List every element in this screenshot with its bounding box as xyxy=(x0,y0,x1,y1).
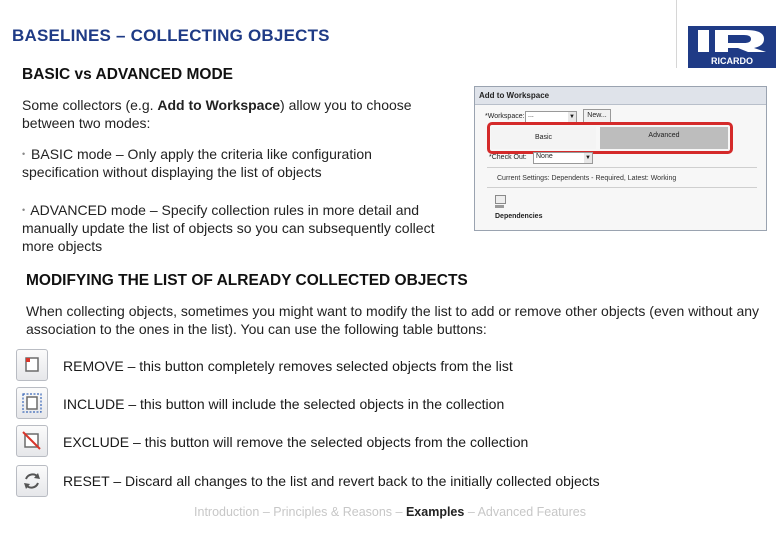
footer-navigation xyxy=(0,505,780,519)
header-divider xyxy=(676,0,677,68)
footer-link-examples[interactable]: Examples xyxy=(405,505,465,519)
remove-icon xyxy=(17,350,47,380)
intro-text: Some collectors (e.g. xyxy=(22,97,158,113)
checkout-value: None xyxy=(536,153,553,160)
exclude-button[interactable] xyxy=(16,425,48,457)
workspace-label: *Workspace: xyxy=(485,113,525,120)
tab-basic-label: Basic xyxy=(534,134,553,141)
exclude-icon xyxy=(17,426,47,456)
advanced-mode-text: – Specify collection rules in more detail and manually update the list of objects so you can subsequently collect more objects xyxy=(22,202,435,254)
dialog-divider xyxy=(487,167,757,168)
ricardo-logo xyxy=(688,26,776,68)
reset-description: RESET – Discard all changes to the list and revert back to the initially collected objects xyxy=(63,473,600,489)
new-workspace-button[interactable]: New... xyxy=(583,109,611,123)
include-icon xyxy=(17,388,47,418)
checkout-select[interactable] xyxy=(533,152,593,164)
toolbar-icon[interactable] xyxy=(495,195,506,204)
workspace-value: ... xyxy=(528,112,534,119)
section2-paragraph: When collecting objects, sometimes you might want to modify the list to add or remove other objects (even without any association to the ones in the list). You can use the following table buttons: xyxy=(26,303,760,337)
mode-tabs-highlight xyxy=(487,122,733,154)
exclude-description: EXCLUDE – this button will remove the selected objects from the collection xyxy=(63,434,529,450)
chevron-down-icon: ▼ xyxy=(585,155,591,161)
dialog-title: Add to Workspace xyxy=(475,87,766,105)
bullet-icon: • xyxy=(22,205,26,215)
intro-paragraph xyxy=(22,96,462,132)
reset-icon xyxy=(17,466,47,496)
basic-mode-text: – Only apply the criteria like configuration specification without displaying the list of objects xyxy=(22,146,372,180)
basic-mode-bullet xyxy=(22,145,452,181)
chevron-down-icon: ▼ xyxy=(569,114,575,120)
advanced-mode-bullet xyxy=(22,201,462,255)
reset-button[interactable] xyxy=(16,465,48,497)
current-settings: Current Settings: Dependents - Required, Latest: Working xyxy=(497,175,677,182)
section-heading-modes: BASIC vs ADVANCED MODE xyxy=(22,66,233,83)
section-heading-modifying: MODIFYING THE LIST OF ALREADY COLLECTED OBJECTS xyxy=(26,272,468,289)
basic-mode-label: BASIC mode xyxy=(31,146,112,162)
intro-bold: Add to Workspace xyxy=(157,97,281,113)
footer-link-principles[interactable]: Principles & Reasons xyxy=(273,505,393,519)
remove-button[interactable] xyxy=(16,349,48,381)
intro-text-end: ) allow you to choose between two modes: xyxy=(22,97,412,131)
page-title: BASELINES – COLLECTING OBJECTS xyxy=(12,26,330,45)
bullet-icon: • xyxy=(22,149,26,159)
footer-link-introduction[interactable]: Introduction xyxy=(194,505,260,519)
include-description: INCLUDE – this button will include the selected objects in the collection xyxy=(63,396,505,412)
toolbar-icon[interactable] xyxy=(495,205,504,208)
dependencies-label: Dependencies xyxy=(495,213,543,220)
remove-description: REMOVE – this button completely removes selected objects from the list xyxy=(63,358,513,374)
footer-separator: – xyxy=(259,505,274,519)
footer-separator: – xyxy=(464,505,478,519)
tab-advanced-label: Advanced xyxy=(648,132,680,139)
checkout-label: *Check Out: xyxy=(489,154,527,161)
add-to-workspace-screenshot xyxy=(474,86,767,231)
include-button[interactable] xyxy=(16,387,48,419)
advanced-mode-label: ADVANCED mode xyxy=(30,202,146,218)
logo-text: RICARDO xyxy=(711,56,753,66)
footer-link-advanced[interactable]: Advanced Features xyxy=(477,505,586,519)
dialog-divider xyxy=(487,187,757,188)
footer-separator: – xyxy=(392,505,406,519)
